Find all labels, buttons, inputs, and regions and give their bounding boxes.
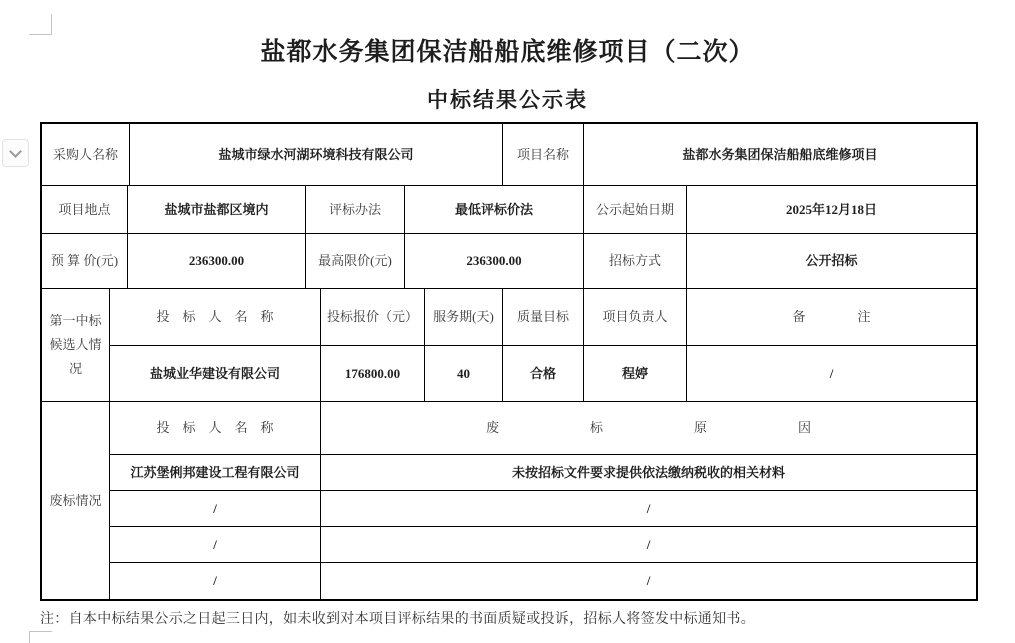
page-margin-mark-bottom-left-icon	[29, 631, 52, 643]
max-price-value: 236300.00	[405, 234, 584, 288]
bidder-name-header: 投 标 人 名 称	[110, 289, 321, 345]
winner-section-rows	[110, 289, 976, 401]
budget-price-label: 预 算 价(元)	[42, 234, 128, 288]
project-manager-header: 项目负责人	[584, 289, 687, 345]
purchaser-name-value: 盐城市绿水河湖环境科技有限公司	[130, 124, 503, 185]
winner-project-manager: 程婷	[584, 346, 687, 401]
rejected-reason: /	[646, 536, 651, 552]
rejected-reason: 未按招标文件要求提供依法缴纳税收的相关材料	[511, 464, 785, 480]
rejected-data-row	[110, 455, 976, 491]
rejected-section-rows	[110, 402, 976, 599]
result-table	[40, 122, 978, 601]
table-row	[42, 234, 976, 289]
project-name-label: 项目名称	[503, 124, 584, 185]
rejected-reason: /	[646, 500, 651, 516]
winner-header-row	[110, 289, 976, 346]
evaluation-method-label: 评标办法	[306, 186, 405, 233]
publicity-start-date-label: 公示起始日期	[584, 186, 687, 233]
winner-service-period: 40	[425, 346, 503, 401]
purchaser-name-label: 采购人名称	[42, 124, 130, 185]
service-period-header: 服务期(天)	[425, 289, 503, 345]
document-subtitle: 中标结果公示表	[427, 88, 588, 112]
budget-price-value: 236300.00	[128, 234, 306, 288]
table-row	[42, 124, 976, 186]
winner-bidder-name: 盐城业华建设有限公司	[110, 346, 321, 401]
rejected-data-row	[110, 491, 976, 527]
winner-section-label: 第一中标候选人情况	[42, 289, 110, 401]
rejected-section-label: 废标情况	[42, 402, 110, 599]
project-location-value: 盐城市盐都区境内	[128, 186, 306, 233]
rejected-bidder-name-header: 投 标 人 名 称	[110, 402, 321, 454]
tender-method-value: 公开招标	[805, 253, 858, 268]
rejected-reason: /	[646, 573, 651, 588]
max-price-label: 最高限价(元)	[306, 234, 405, 288]
rejected-header-row	[110, 402, 976, 455]
rejected-bidder-name: /	[110, 491, 321, 526]
remarks-header: 备 注	[792, 309, 871, 324]
chevron-down-icon	[9, 145, 22, 158]
publicity-start-date-value: 2025年12月18日	[785, 201, 877, 217]
rejected-section	[42, 402, 976, 599]
document-title: 盐都水务集团保洁船船底维修项目（二次）	[260, 39, 755, 66]
collapse-button[interactable]	[2, 139, 29, 167]
winner-quality-target: 合格	[503, 346, 584, 401]
bid-price-header: 投标报价（元）	[321, 289, 425, 345]
rejected-bidder-name: 江苏堡俐邦建设工程有限公司	[110, 455, 321, 490]
winner-remarks: /	[829, 365, 834, 381]
winner-bid-price: 176800.00	[321, 346, 425, 401]
winner-data-row	[110, 346, 976, 401]
evaluation-method-value: 最低评标价法	[405, 186, 584, 233]
rejected-bidder-name: /	[110, 563, 321, 599]
tender-method-label: 招标方式	[584, 234, 687, 288]
winner-section	[42, 289, 976, 402]
project-name-value: 盐都水务集团保洁船船底维修项目	[682, 146, 878, 162]
quality-target-header: 质量目标	[503, 289, 584, 345]
note-text: 注：自本中标结果公示之日起三日内，如未收到对本项目评标结果的书面质疑或投诉，招标人将签发中标通知书。	[40, 612, 755, 627]
rejected-reason-header: 废 标 原 因	[485, 420, 811, 435]
rejected-data-row	[110, 563, 976, 599]
rejected-data-row	[110, 527, 976, 563]
project-location-label: 项目地点	[42, 186, 128, 233]
rejected-bidder-name: /	[110, 527, 321, 562]
table-row	[42, 186, 976, 234]
